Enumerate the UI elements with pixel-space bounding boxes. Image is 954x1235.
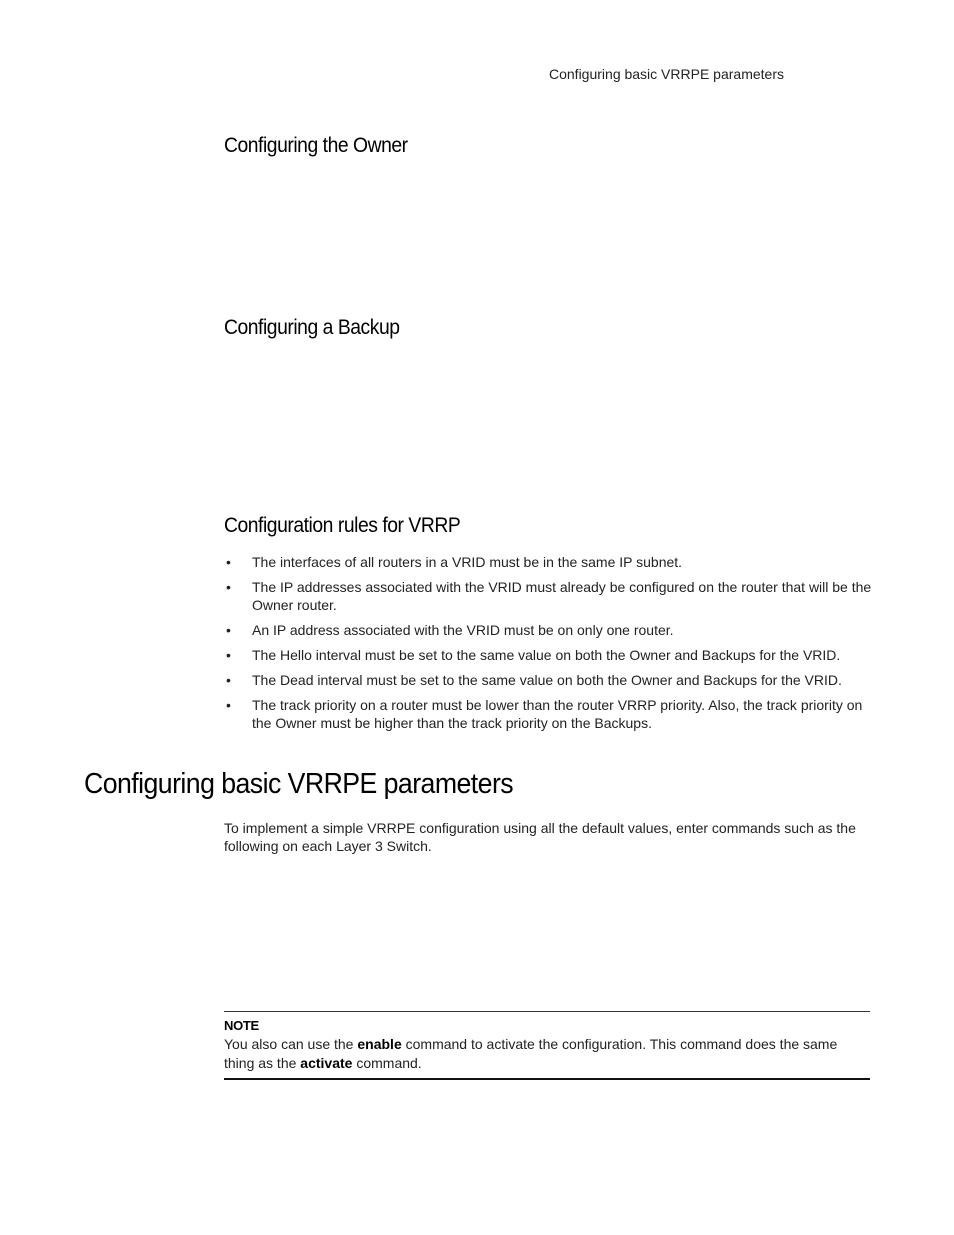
note-label: NOTE [224, 1018, 259, 1033]
list-item [224, 646, 874, 664]
bullet-icon: • [226, 647, 231, 663]
note-box [224, 1011, 870, 1080]
list-item [224, 578, 874, 614]
list-item [224, 671, 874, 689]
command-activate: activate [300, 1055, 353, 1071]
bullet-icon: • [226, 672, 231, 688]
command-enable: enable [357, 1036, 402, 1052]
note-text: You also can use the enable command to activate the configuration. This command does the same thing as the activate command. [224, 1036, 838, 1071]
bullet-icon: • [226, 622, 231, 638]
rules-list [224, 553, 874, 739]
rule-text: The IP addresses associated with the VRID must already be configured on the router that will be the Owner router. [252, 579, 872, 613]
rule-text: The Hello interval must be set to the same value on both the Owner and Backups for the VRID. [252, 647, 841, 663]
running-header: Configuring basic VRRPE parameters [549, 66, 784, 82]
main-section-title: Configuring basic VRRPE parameters [84, 768, 514, 800]
rule-text: The interfaces of all routers in a VRID must be in the same IP subnet. [252, 554, 683, 570]
rule-text: The track priority on a router must be lower than the router VRRP priority. Also, the track priority on the Owner must be higher than the track priority on the Backups. [252, 697, 863, 731]
rule-text: The Dead interval must be set to the same value on both the Owner and Backups for the VRID. [252, 672, 842, 688]
section-title-rules: Configuration rules for VRRP [224, 514, 461, 537]
list-item [224, 553, 874, 571]
section-title-owner: Configuring the Owner [224, 134, 408, 157]
list-item [224, 696, 874, 732]
bullet-icon: • [226, 554, 231, 570]
section-title-backup: Configuring a Backup [224, 316, 400, 339]
list-item [224, 621, 874, 639]
bullet-icon: • [226, 697, 231, 713]
rule-text: An IP address associated with the VRID must be on only one router. [252, 622, 674, 638]
bullet-icon: • [226, 579, 231, 595]
intro-paragraph: To implement a simple VRRPE configuration using all the default values, enter commands such as the following on each Layer 3 Switch. [224, 820, 856, 854]
